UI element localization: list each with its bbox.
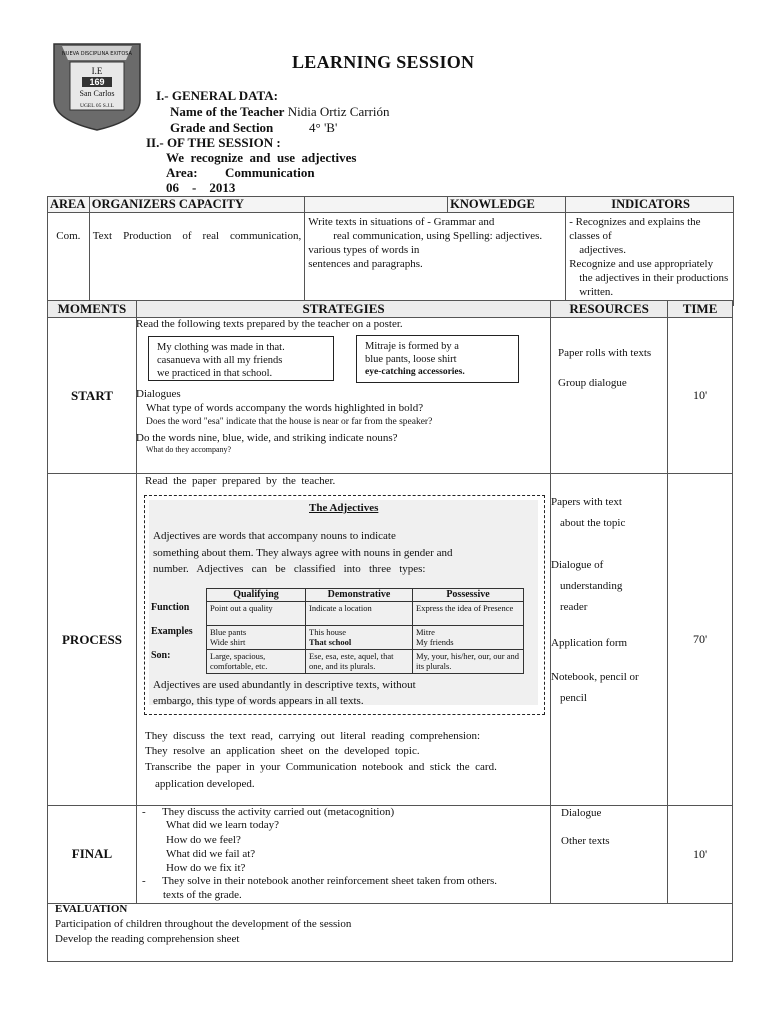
indicator-line-1: - Recognizes and explains the classes of xyxy=(569,216,701,242)
final-line-1: - They discuss the activity carried out (metacognition) xyxy=(142,806,395,818)
process-activity-3: Transcribe the paper in your Communication notebook and stick the card. xyxy=(145,761,497,773)
start-question-3: Do the words nine, blue, wide, and striking indicate nouns? xyxy=(136,432,398,444)
teacher-value: Nidia Ortiz Carrión xyxy=(287,104,390,119)
start-question-4: What do they accompany? xyxy=(146,445,232,454)
poster-text-2: Mitraje is formed by a blue pants, loose shirt eye-catching accessories. xyxy=(356,335,519,383)
logo-text-number: 169 xyxy=(89,77,105,87)
final-line-5: How do we fix it? xyxy=(166,862,246,874)
logo-text-ie: I.E xyxy=(91,66,103,76)
col-header-moments: MOMENTS xyxy=(48,301,137,318)
final-line-3: How do we feel? xyxy=(166,834,241,846)
adj-row-label: Son: xyxy=(151,649,171,661)
indicator-line-2: adjectives. xyxy=(579,244,626,256)
indicator-line-4: the adjectives in their productions xyxy=(579,272,729,284)
process-resource-3: Dialogue of xyxy=(551,559,604,571)
adjectives-classification-table xyxy=(148,588,524,674)
adj-col-qualifying: Qualifying xyxy=(207,589,306,602)
general-data-heading: I.- GENERAL DATA: xyxy=(156,88,278,103)
adjectives-paragraph-1: Adjectives are words that accompany nouns to indicate xyxy=(153,530,396,542)
col-header-organizers: ORGANIZERS CAPACITY xyxy=(89,197,305,213)
teacher-label: Name of the Teacher xyxy=(170,104,285,119)
adjectives-paragraph-3: number. Adjectives can be classified into three types: xyxy=(153,563,426,575)
adj-col-demonstrative: Demonstrative xyxy=(306,589,413,602)
adj-cell: Ese, esa, este, aquel, that one, and its plurals. xyxy=(306,650,413,674)
process-resource-7: Notebook, pencil or xyxy=(551,671,639,683)
moment-final: FINAL xyxy=(48,805,137,903)
adj-cell: Express the idea of Presence xyxy=(413,602,524,626)
col-header-time: TIME xyxy=(668,301,733,318)
capacity-line-3: various types of words in xyxy=(308,244,420,256)
moment-start: START xyxy=(48,318,137,474)
time-process: 70' xyxy=(668,474,733,806)
start-question-2: Does the word "esa" indicate that the house is near or far from the speaker? xyxy=(146,417,433,427)
adj-cell: Point out a quality xyxy=(207,602,306,626)
adj-cell: Blue pants Wide shirt xyxy=(207,626,306,650)
final-line-6: - They solve in their notebook another reinforcement sheet taken from others. xyxy=(142,875,498,887)
col-header-knowledge: KNOWLEDGE xyxy=(448,197,566,213)
adjectives-paragraph-2: something about them. They always agree with nouns in gender and xyxy=(153,547,453,559)
indicator-line-3: Recognize and use appropriately xyxy=(569,258,714,270)
area-cell: Com. xyxy=(48,213,90,306)
final-line-2: What did we learn today? xyxy=(166,819,280,831)
process-resource-4: understanding xyxy=(560,580,623,592)
evaluation-heading: EVALUATION xyxy=(55,903,128,915)
time-start: 10' xyxy=(668,318,733,474)
area-label: Area: xyxy=(166,165,198,180)
indicator-line-5: written. xyxy=(579,286,614,298)
process-activity-2: They resolve an application sheet on the developed topic. xyxy=(145,745,420,757)
final-line-4: What did we fail at? xyxy=(166,848,256,860)
adj-cell: Large, spacious, comfortable, etc. xyxy=(207,650,306,674)
capacity-knowledge-cell xyxy=(305,213,566,306)
evaluation-line-1: Participation of children throughout the development of the session xyxy=(55,918,352,930)
planning-table xyxy=(47,196,734,306)
final-line-7: texts of the grade. xyxy=(163,889,242,901)
process-resource-1: Papers with text xyxy=(551,496,622,508)
process-resource-2: about the topic xyxy=(560,517,626,529)
page-title: LEARNING SESSION xyxy=(292,52,475,72)
logo-text-ugel: UGEL 05 S.J.L xyxy=(79,103,115,109)
school-logo xyxy=(52,40,142,132)
capacity-line-1: Write texts in situations of - Grammar and xyxy=(308,216,495,228)
grade-label: Grade and Section xyxy=(170,120,274,135)
resources-start-cell xyxy=(551,318,668,474)
process-resource-6: Application form xyxy=(551,637,628,649)
adj-cell: My, your, his/her, our, our and its plurals. xyxy=(413,650,524,674)
adj-cell: Mitre My friends xyxy=(413,626,524,650)
process-resource-5: reader xyxy=(560,601,588,613)
adjectives-after-1: Adjectives are used abundantly in descriptive texts, without xyxy=(153,679,416,691)
col-header-capacity-spacer xyxy=(305,197,448,213)
start-resource-2: Group dialogue xyxy=(558,377,627,389)
adjectives-title: The Adjectives xyxy=(309,502,379,514)
organizer-cell: Text Production of real communication, xyxy=(89,213,305,306)
start-resource-1: Paper rolls with texts xyxy=(558,347,652,359)
start-question-1: What type of words accompany the words highlighted in bold? xyxy=(146,402,424,414)
col-header-indicators: INDICATORS xyxy=(566,197,734,213)
process-intro: Read the paper prepared by the teacher. xyxy=(145,475,336,487)
col-header-resources: RESOURCES xyxy=(551,301,668,318)
capacity-line-4: sentences and paragraphs. xyxy=(308,258,423,270)
indicators-cell xyxy=(566,213,734,306)
area-value: Communication xyxy=(225,165,315,180)
adj-cell: Indicate a location xyxy=(306,602,413,626)
session-title: We recognize and use adjectives xyxy=(166,150,357,165)
adj-row-label: Examples xyxy=(151,625,193,637)
session-date: 06 - 2013 xyxy=(166,180,236,195)
grade-value: 4° 'B' xyxy=(309,120,338,135)
final-resource-2: Other texts xyxy=(561,835,610,847)
process-activity-1: They discuss the text read, carrying out literal reading comprehension: xyxy=(145,730,481,742)
teacher-row xyxy=(170,104,390,120)
session-heading: II.- OF THE SESSION : xyxy=(146,135,281,150)
capacity-line-2: real communication, using Spelling: adjectives. xyxy=(333,230,543,242)
process-activity-4: application developed. xyxy=(155,778,255,790)
time-final: 10' xyxy=(668,805,733,903)
adj-cell: This house That school xyxy=(306,626,413,650)
adjectives-after-2: embargo, this type of words appears in all texts. xyxy=(153,695,364,707)
adj-col-possessive: Possessive xyxy=(413,589,524,602)
poster-text-1: My clothing was made in that. casanueva with all my friends we practiced in that school. xyxy=(148,336,334,381)
final-resource-1: Dialogue xyxy=(561,807,602,819)
process-resource-8: pencil xyxy=(560,692,587,704)
evaluation-line-2: Develop the reading comprehension sheet xyxy=(55,933,240,945)
dialogues-label: Dialogues xyxy=(136,388,181,400)
logo-ribbon-text: NUEVA DISCIPLINA EXITOSA xyxy=(62,51,132,57)
moment-process: PROCESS xyxy=(48,474,137,806)
start-intro: Read the following texts prepared by the teacher on a poster. xyxy=(136,318,403,330)
adj-row-label: Function xyxy=(151,601,190,613)
logo-text-school: San Carlos xyxy=(79,89,115,98)
col-header-strategies: STRATEGIES xyxy=(136,301,550,318)
col-header-area: AREA xyxy=(48,197,90,213)
